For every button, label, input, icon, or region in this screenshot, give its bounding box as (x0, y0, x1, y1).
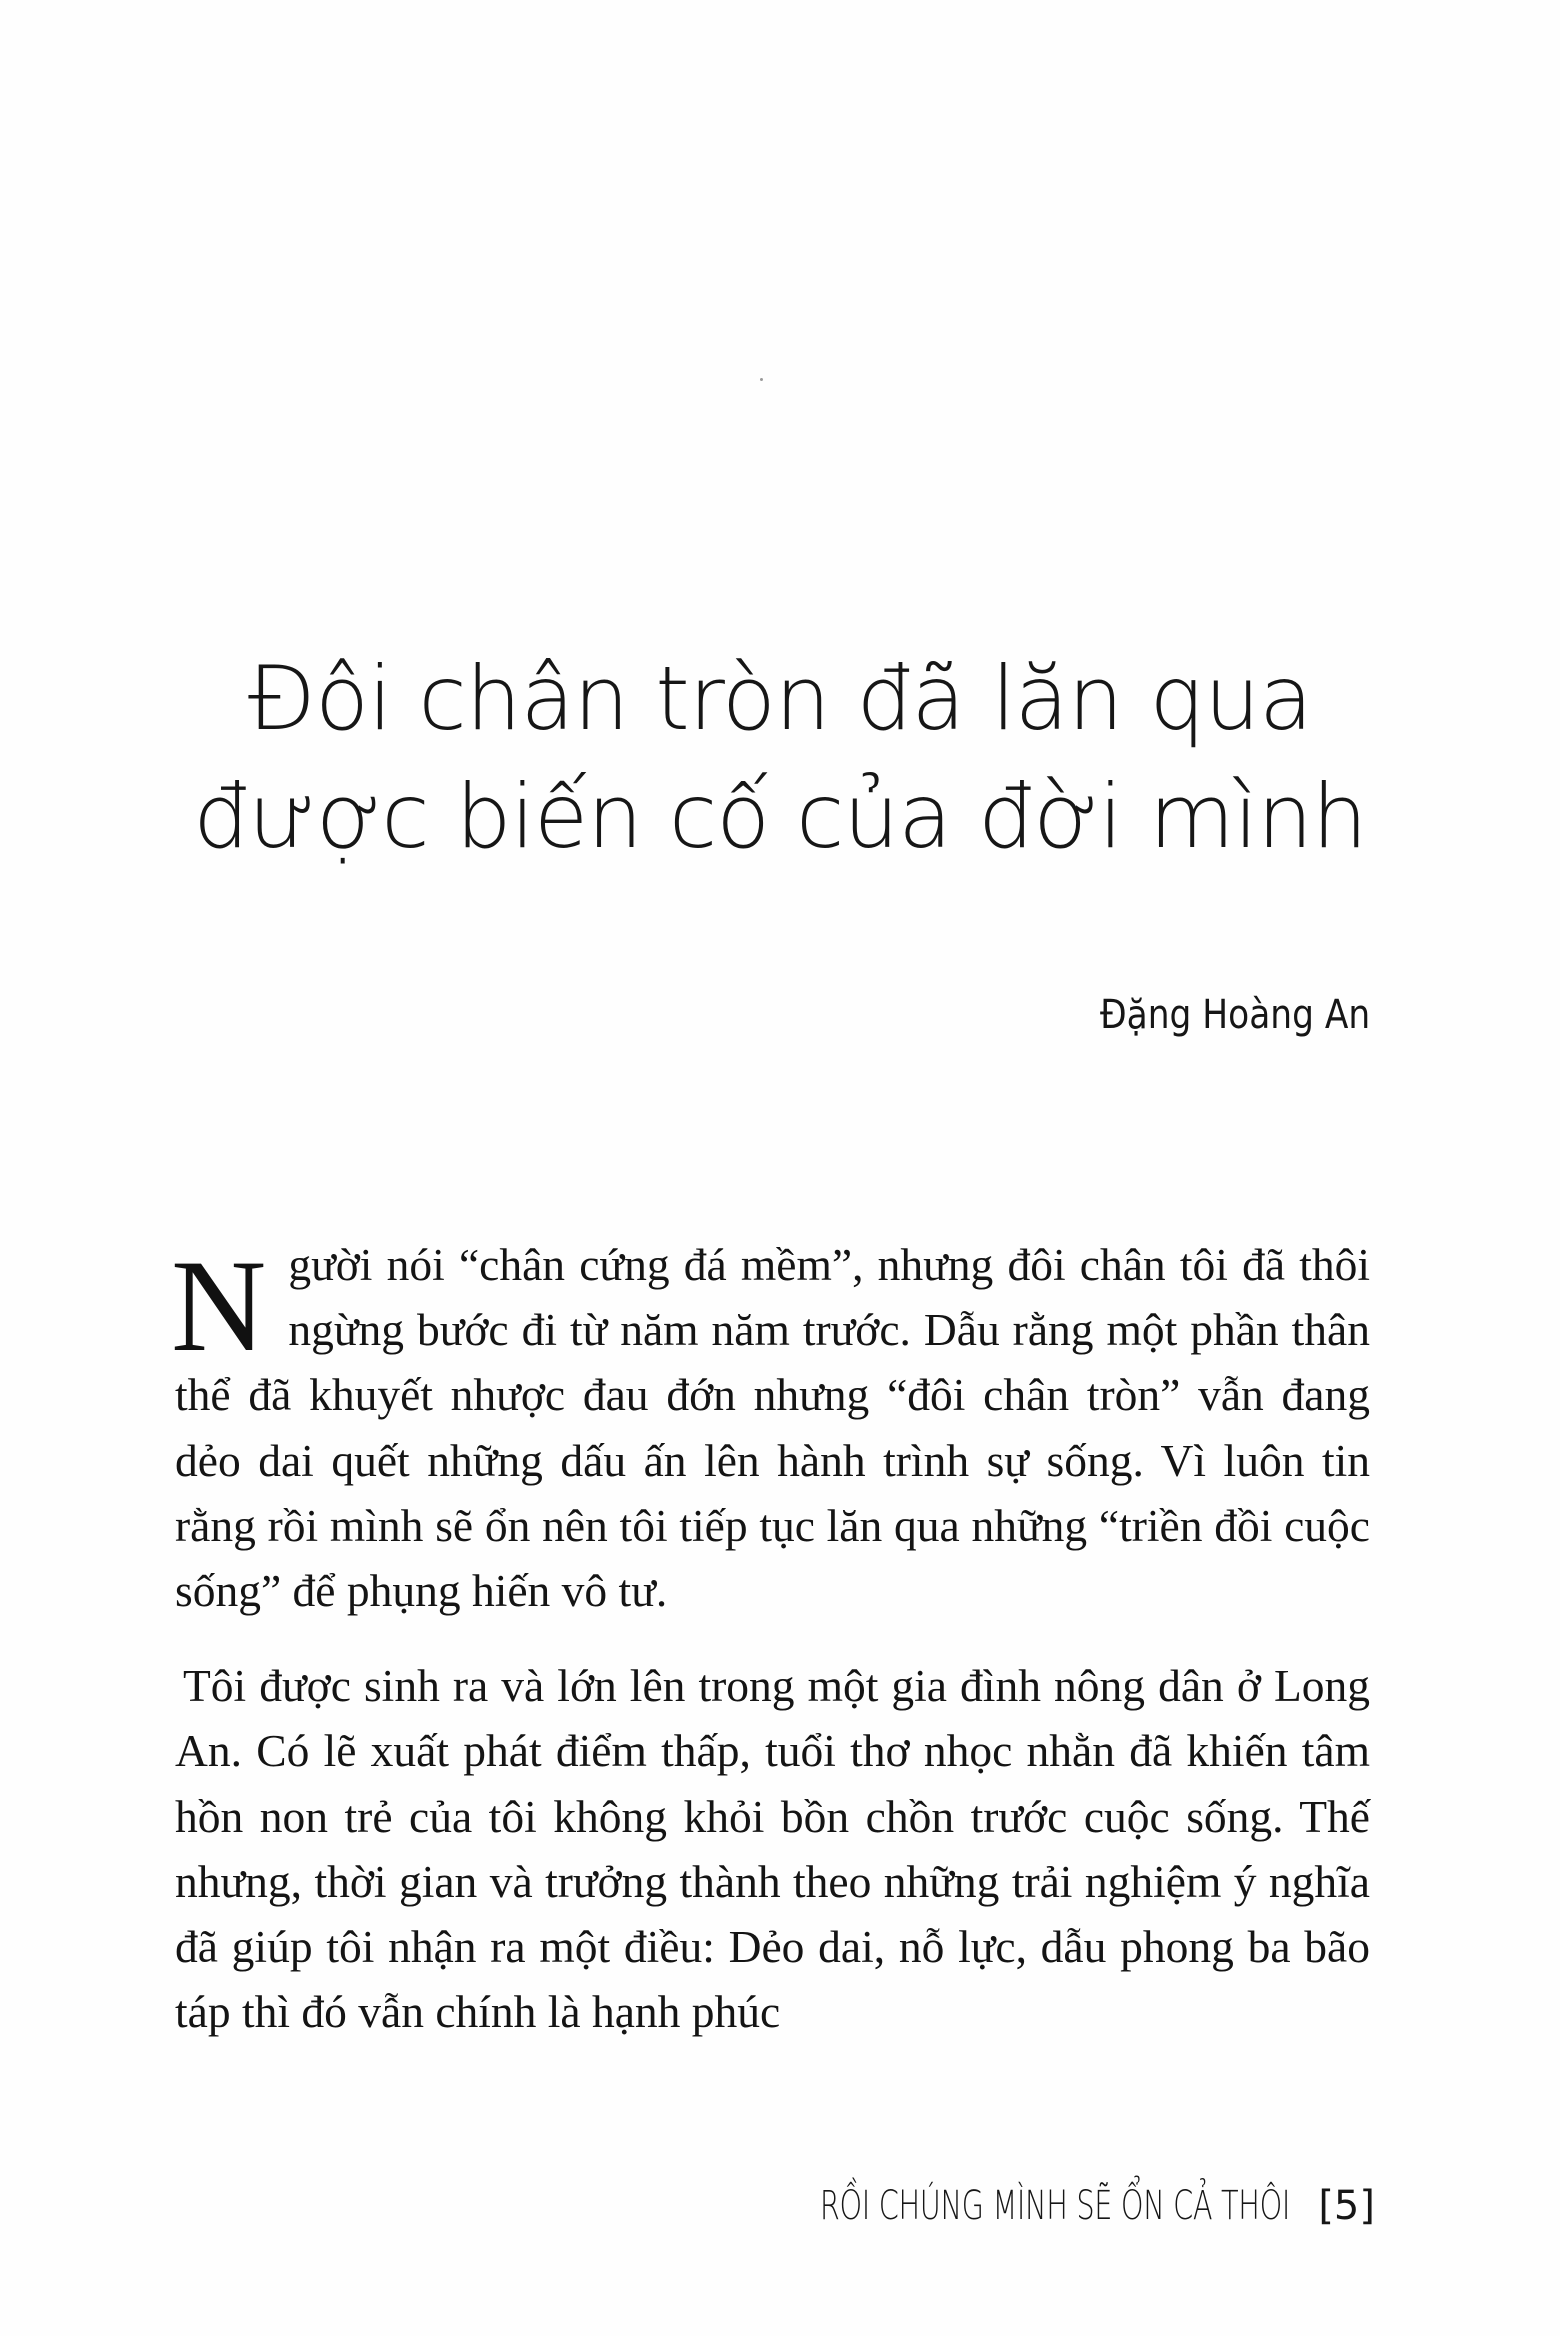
page-number: [5] (1318, 2183, 1375, 2229)
paragraph-1 (171, 1232, 1370, 1623)
chapter-title (120, 640, 1440, 876)
chapter-title-line-1: Đôi chân tròn đã lăn qua (247, 647, 1313, 750)
drop-cap: N (171, 1232, 267, 1379)
paragraph-2: Tôi được sinh ra và lớn lên trong một gia đình nông dân ở Long An. Có lẽ xuất phát điểm thấp, tuổi thơ nhọc nhằn đã khiến tâm hồn non trẻ của tôi không khỏi bồn chồn trước cuộc sống. Thế nhưng, thời gian và trưởng thành theo những trải nghiệm ý nghĩa đã giúp tôi nhận ra một điều: Dẻo dai, nỗ lực, dẫu phong ba bão táp thì đó vẫn chính là hạnh phúc (175, 1660, 1370, 2038)
chapter-body (171, 1232, 1370, 2044)
chapter-title-line-2: được biến cố của đời mình (193, 765, 1367, 868)
page-footer (0, 2180, 1375, 2232)
chapter-author: Đặng Hoàng An (1099, 992, 1370, 1038)
paragraph-1-text: gười nói “chân cứng đá mềm”, nhưng đôi chân tôi đã thôi ngừng bước đi từ năm năm trước. Dẫu rằng một phần thân thể đã khuyết nhược đau đớn nhưng “đôi chân tròn” vẫn đang dẻo dai quết những dấu ấn lên hành trình sự sống. Vì luôn tin rằng rồi mình sẽ ổn nên tôi tiếp tục lăn qua những “triền đồi cuộc sống” để phụng hiến vô tư. (175, 1239, 1370, 1617)
scan-speck (760, 378, 763, 381)
running-title: RỒI CHÚNG MÌNH SẼ ỔN CẢ THÔI (820, 2183, 1291, 2229)
